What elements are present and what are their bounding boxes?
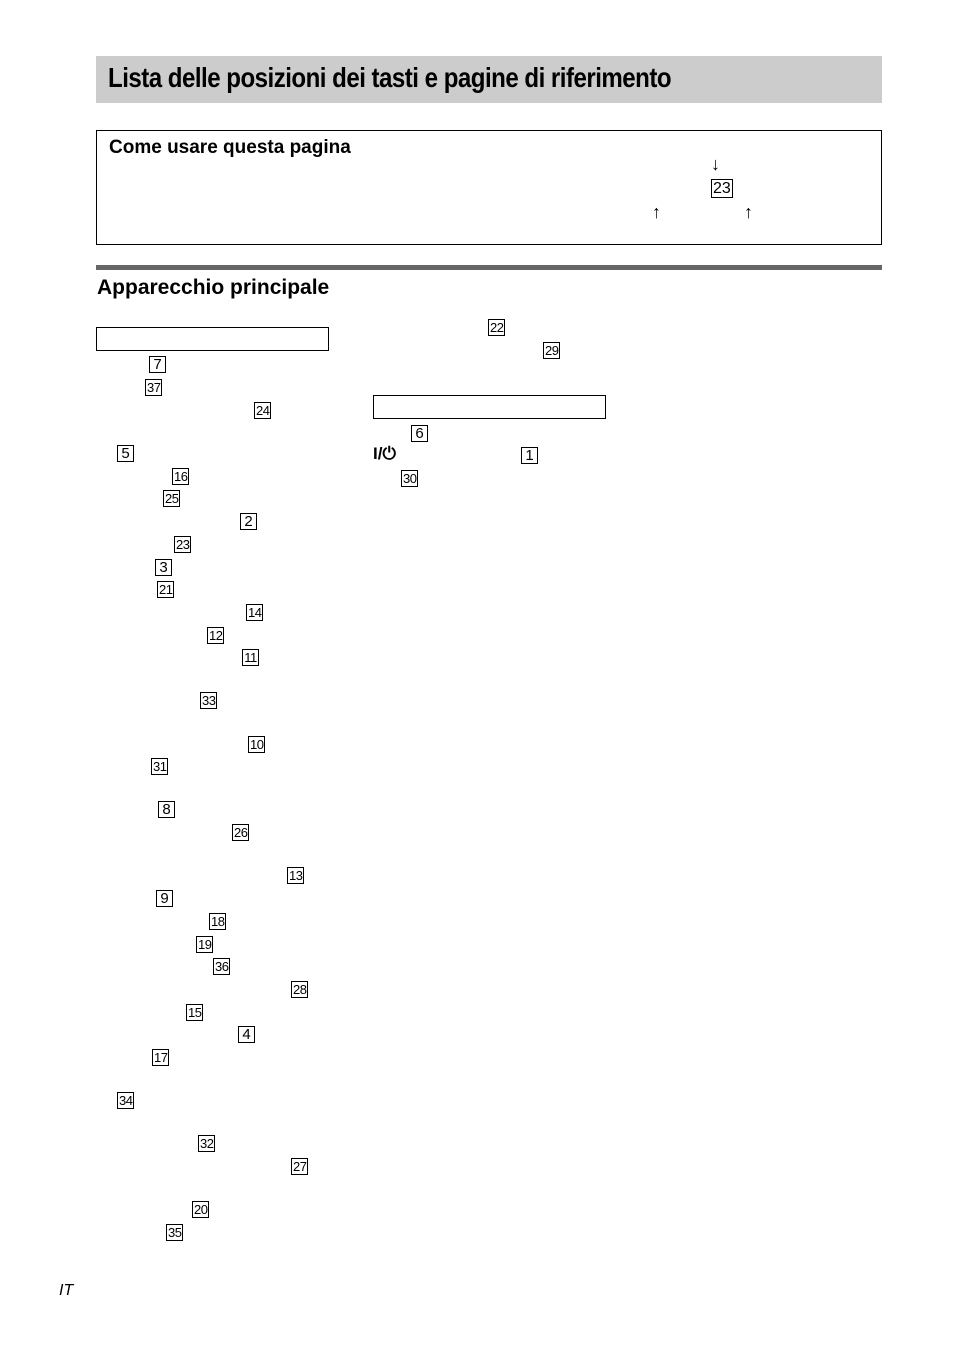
- blank-label-box-left: [96, 327, 329, 351]
- page-ref: 9: [156, 890, 173, 907]
- howto-title: Come usare questa pagina: [109, 137, 351, 158]
- page-ref: 21: [159, 582, 173, 597]
- page-ref: 4: [238, 1026, 255, 1043]
- page-ref: 28: [293, 982, 307, 997]
- page-ref: 8: [158, 801, 175, 818]
- page-ref: 30: [403, 471, 417, 486]
- page-ref: 20: [194, 1202, 208, 1217]
- page-ref: 16: [174, 469, 188, 484]
- page-title: Lista delle posizioni dei tasti e pagine di riferimento: [108, 62, 672, 93]
- footer-language-code: IT: [59, 1282, 74, 1299]
- sample-ref: 23: [713, 180, 731, 197]
- page-ref: 11: [242, 649, 259, 666]
- page-ref: 2: [240, 513, 257, 530]
- page-ref: 14: [248, 605, 262, 620]
- page-ref: 34: [119, 1093, 133, 1108]
- page-ref: 31: [153, 759, 167, 774]
- blank-label-box-right: [373, 395, 606, 419]
- power-icon: I/⏻: [373, 444, 396, 463]
- page-ref: 23: [176, 537, 190, 552]
- howto-box: [96, 130, 882, 245]
- page-ref: 19: [198, 937, 212, 952]
- page-ref: 18: [211, 914, 225, 929]
- page-ref: 24: [256, 403, 270, 418]
- page-ref: 5: [117, 445, 134, 462]
- page-ref: 25: [165, 491, 179, 506]
- up-arrow-icon: ↑: [652, 202, 661, 222]
- page-ref: 27: [293, 1159, 307, 1174]
- page-ref: 32: [200, 1136, 214, 1151]
- page-ref: 17: [154, 1050, 168, 1065]
- page-ref: 26: [234, 825, 248, 840]
- page-ref: 33: [202, 693, 216, 708]
- section-divider: [96, 265, 882, 270]
- page-ref: 35: [168, 1225, 182, 1240]
- up-arrow-icon: ↑: [744, 202, 753, 222]
- page-ref: 29: [545, 343, 559, 358]
- page-ref: 10: [250, 737, 264, 752]
- page-title-bar: [96, 56, 882, 103]
- page-ref: 37: [147, 380, 161, 395]
- page-ref: 12: [209, 628, 223, 643]
- page-ref: 36: [215, 959, 229, 974]
- section-heading: Apparecchio principale: [97, 276, 330, 299]
- page-ref: 13: [289, 868, 303, 883]
- page-ref: 1: [521, 447, 538, 464]
- page-ref: 3: [155, 559, 172, 576]
- page-ref: 22: [490, 320, 504, 335]
- page-ref: 6: [411, 425, 428, 442]
- page-ref: 15: [188, 1005, 202, 1020]
- down-arrow-icon: ↓: [711, 154, 720, 174]
- page-ref: 7: [149, 356, 166, 373]
